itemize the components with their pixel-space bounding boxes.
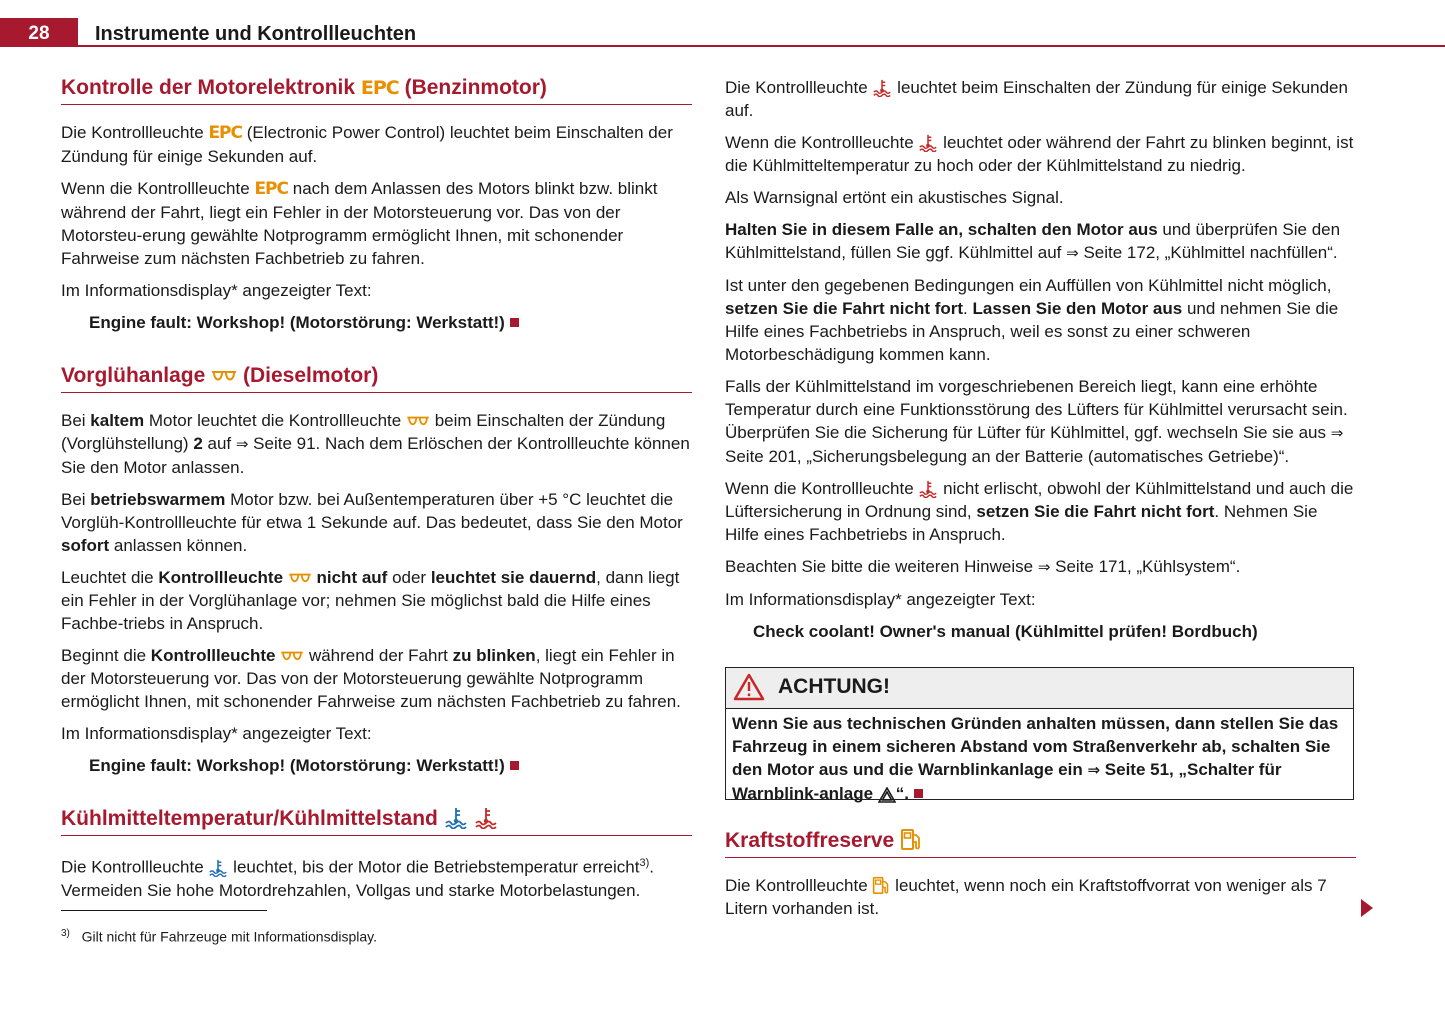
coolant-heading: Kühlmitteltemperatur/Kühlmittelstand [61, 805, 692, 836]
coolant-warning-icon [474, 807, 498, 829]
section-end-marker [510, 318, 519, 327]
right-display-intro: Im Informationsdisplay* angezeigter Text: [725, 590, 1036, 609]
glow-display-message: Engine fault: Workshop! (Motorstörung: Werkstatt!) [61, 754, 692, 777]
glow-section [61, 362, 692, 777]
section-end-marker [510, 761, 519, 770]
right-paragraph-4: Halten Sie in diesem Falle an, schalten den Motor aus und überprüfen Sie den Kühlmittelstand, füllen Sie ggf. Kühlmittel auf ⇒ Seite 172, „Kühlmittel nachfüllen“. [725, 220, 1341, 262]
glow-display-intro: Im Informationsdisplay* angezeigter Text: [61, 724, 372, 743]
fuel-pump-icon [900, 827, 922, 851]
right-paragraph-3: Als Warnsignal ertönt ein akustisches Signal. [725, 188, 1064, 207]
right-paragraph-6: Falls der Kühlmittelstand im vorgeschriebenen Bereich liegt, kann eine erhöhte Temperatur durch eine Funktionsstörung des Lüfters für Kühlmittel verursacht sein. Überprüfen Sie die Sicherung für Lüfter für Kühlmittel, ggf. wechseln Sie sie aus ⇒ Seite 201, „Sicherungsbelegung an der Batterie (automatisches Getriebe)“. [725, 377, 1348, 466]
glow-plug-icon [280, 649, 304, 665]
section-end-marker [914, 789, 923, 798]
glow-plug-icon [211, 368, 237, 386]
warning-header [726, 668, 1353, 709]
right-paragraph-1: Die Kontrollleuchte leuchtet beim Einschalten der Zündung für einige Sekunden auf. [725, 78, 1348, 120]
reference-arrow-icon: ⇒ [1087, 761, 1101, 779]
coolant-display-message: Check coolant! Owner's manual (Kühlmittel prüfen! Bordbuch) [753, 622, 1258, 641]
chapter-title: Instrumente und Kontrollleuchten [95, 23, 417, 45]
reference-arrow-icon: ⇒ [1037, 558, 1051, 576]
footnote-rule [61, 910, 267, 911]
reference-arrow-icon: ⇒ [1330, 424, 1344, 442]
reference-arrow-icon: ⇒ [235, 435, 249, 453]
right-paragraph-8: Beachten Sie bitte die weiteren Hinweise ⇒ Seite 171, „Kühlsystem“. [725, 557, 1241, 576]
coolant-warning-icon [918, 480, 938, 498]
glow-paragraph-1: Bei kaltem Motor leuchtet die Kontrollleuchte beim Einschalten der Zündung (Vorglühstellung) 2 auf ⇒ Seite 91. Nach dem Erlöschen der Kontrollleuchte können Sie den Motor anlassen. [61, 411, 690, 477]
epc-icon: EPC [208, 123, 242, 143]
fuel-section [725, 827, 1356, 920]
footnote: $^{3)}$ Gilt nicht für Fahrzeuge mit Informationsdisplay. [61, 928, 377, 945]
glow-paragraph-2: Bei betriebswarmem Motor bzw. bei Außentemperaturen über +5 °C leuchtet die Vorglüh-Kontrollleuchte für etwa 1 Sekunde auf. Das bedeutet, dass Sie den Motor sofort anlassen können. [61, 490, 683, 555]
right-paragraph-2: Wenn die Kontrollleuchte leuchtet oder während der Fahrt zu blinken beginnt, ist die Kühlmitteltemperatur zu hoch oder der Kühlmittelstand zu niedrig. [725, 133, 1354, 175]
footnote-reference: 3) [639, 857, 650, 869]
header-rule [0, 45, 1445, 47]
reference-arrow-icon: ⇒ [1066, 244, 1079, 262]
coolant-section [61, 805, 692, 902]
epc-display-intro: Im Informationsdisplay* angezeigter Text: [61, 281, 372, 300]
glow-paragraph-3: Leuchtet die Kontrollleuchte nicht auf oder leuchtet sie dauernd, dann liegt ein Fehler in der Vorglühanlage vor; nehmen Sie möglichst bald die Hilfe eines Fachbe-triebs in Anspruch. [61, 568, 680, 633]
coolant-continued [725, 76, 1356, 643]
hazard-light-icon [878, 787, 896, 803]
epc-icon: EPC [254, 179, 288, 199]
coolant-temperature-icon [444, 807, 468, 829]
epc-display-message: Engine fault: Workshop! (Motorstörung: Werkstatt!) [61, 311, 692, 334]
epc-icon: EPC [360, 77, 399, 99]
coolant-paragraph-1: Die Kontrollleuchte leuchtet, bis der Motor die Betriebstemperatur erreicht$^{3)}$. Vermeiden Sie hohe Motordrehzahlen, Vollgas und starke Motorbelastungen. [61, 857, 654, 900]
right-paragraph-5: Ist unter den gegebenen Bedingungen ein Auffüllen von Kühlmittel nicht möglich, setzen Sie die Fahrt nicht fort. Lassen Sie den Motor aus und nehmen Sie die Hilfe eines Fachbetriebs in Anspruch, weil es sonst zu einer schweren Motorbeschädigung kommen kann. [725, 276, 1339, 364]
epc-paragraph-1: Die Kontrollleuchte EPC (Electronic Power Control) leuchtet beim Einschalten der Zündung für einige Sekunden auf. [61, 123, 673, 166]
fuel-paragraph-1: Die Kontrollleuchte leuchtet, wenn noch ein Kraftstoffvorrat von weniger als 7 Litern vorhanden ist. [725, 876, 1327, 918]
epc-section [61, 74, 692, 334]
warning-triangle-icon [733, 673, 765, 701]
page-number: 28 [0, 18, 78, 47]
warning-box [725, 667, 1354, 803]
coolant-warning-icon [918, 134, 938, 152]
warning-text: Wenn Sie aus technischen Gründen anhalten müssen, dann stellen Sie das Fahrzeug in einem sicheren Abstand vom Straßenverkehr ab, schalten Sie den Motor aus und die Warnblinkanlage ein ⇒ Seite 51, „Schalter für Warnblink-anlage “. [732, 714, 1339, 803]
glow-plug-icon [406, 414, 430, 430]
warning-title: ACHTUNG! [778, 675, 890, 698]
next-page-arrow-icon[interactable] [1359, 898, 1375, 918]
coolant-temperature-icon [208, 859, 228, 877]
epc-paragraph-2: Wenn die Kontrollleuchte EPC nach dem Anlassen des Motors blinkt bzw. blinkt während der Fahrt, liegt ein Fehler in der Motorsteuerung vor. Das von der Motorsteu-erung gewählte Notprogramm ermöglicht Ihnen, mit schonender Fahrweise zum nächsten Fachbetrieb zu fahren. [61, 179, 658, 268]
coolant-warning-icon [872, 79, 892, 97]
fuel-pump-icon [872, 875, 890, 895]
glow-paragraph-4: Beginnt die Kontrollleuchte während der Fahrt zu blinken, liegt ein Fehler in der Motorsteuerung vor. Das von der Motorsteuerung gewählte Notprogramm ermöglicht Ihnen, mit schonender Fahrweise zum nächsten Fachbetrieb zu fahren. [61, 646, 681, 711]
right-paragraph-7: Wenn die Kontrollleuchte nicht erlischt, obwohl der Kühlmittelstand und auch die Lüftersicherung in Ordnung sind, setzen Sie die Fahrt nicht fort. Nehmen Sie Hilfe eines Fachbetriebs in Anspruch. [725, 479, 1354, 544]
fuel-heading: Kraftstoffreserve [725, 827, 1356, 858]
glow-heading: Vorglühanlage (Dieselmotor) [61, 362, 692, 393]
epc-heading: Kontrolle der Motorelektronik EPC (Benzinmotor) [61, 74, 692, 105]
glow-plug-icon [288, 571, 312, 587]
